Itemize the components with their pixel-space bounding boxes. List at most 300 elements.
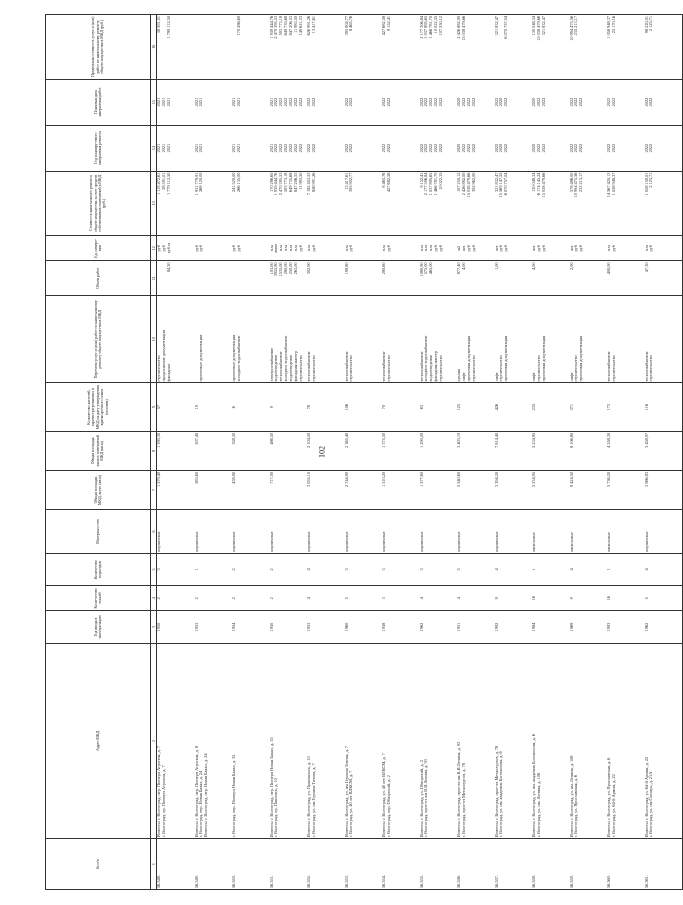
row-planned-year-line: 2022 bbox=[273, 143, 279, 153]
row-volume-line: 1,00 bbox=[493, 262, 499, 270]
row-planned-year-line: 2022 bbox=[460, 143, 466, 153]
row-address-line: Ионессы г. Волгоград, ул. 40 лет ВЛКСМ, д. 7 bbox=[381, 753, 386, 838]
row-planned-year bbox=[495, 125, 533, 171]
row-total-area: 717,00 bbox=[270, 470, 308, 509]
row-residential-area: 8 106,80 bbox=[570, 431, 608, 470]
row-cost-line: 1 119 472,61 bbox=[156, 172, 161, 196]
row-limit-cost-line: 2 426 882,00 bbox=[456, 16, 461, 39]
row-number: 56.554. bbox=[382, 839, 420, 890]
row-works-line: электроснабжение bbox=[268, 347, 274, 382]
row-total-area: 9 424,50 bbox=[570, 470, 608, 509]
row-completion-year-line: 2021 bbox=[160, 97, 166, 107]
row-limit-cost-line: 107 250,12 bbox=[438, 16, 444, 36]
row-limit-cost-line: 395 902,77 bbox=[343, 16, 349, 36]
row-completion-year-line: 2021 bbox=[198, 97, 204, 107]
row-floors: 4 bbox=[307, 586, 345, 611]
row-unit-line: куб.м bbox=[165, 243, 171, 254]
header-floors: Коли-чество этажей bbox=[46, 586, 151, 611]
row-unit-line: руб bbox=[433, 245, 439, 252]
row-cost-line: 847 206,53 bbox=[293, 172, 299, 192]
row-planned-year-line: 2022 bbox=[298, 143, 304, 153]
row-volume-line: 877,40 bbox=[456, 262, 461, 275]
row-works bbox=[270, 295, 308, 383]
row-number: 56.549. bbox=[195, 839, 233, 890]
row-entrances: 4 bbox=[570, 553, 608, 585]
row-completion-year-line: 2022 bbox=[306, 97, 311, 107]
row-cost-line: 11 983,50 bbox=[298, 172, 304, 190]
row-completion-year bbox=[232, 79, 270, 125]
column-number: 2 bbox=[151, 643, 157, 839]
row-limit-cost-line bbox=[472, 16, 477, 78]
row-planned-year-line: 2022 bbox=[310, 143, 316, 153]
row-completion-year-line: 2020 bbox=[498, 97, 504, 107]
row-unit bbox=[270, 236, 308, 261]
row-works-line: лифт bbox=[493, 372, 499, 382]
row-address-line: Ионессы г. Волгоград, пер. Пiонерн Агроном, д. 7 bbox=[156, 745, 161, 838]
row-unit-line: руб bbox=[470, 245, 476, 252]
row-completion-year-line: 2020 bbox=[531, 97, 536, 107]
row-works bbox=[570, 295, 608, 383]
row-planned-year-line: 2022 bbox=[503, 143, 509, 153]
row-walls: кирпичные bbox=[495, 510, 533, 554]
row-volume bbox=[307, 261, 345, 296]
row-unit-line: шт bbox=[493, 245, 499, 251]
column-number: 14 bbox=[151, 125, 157, 171]
row-works-line: лифт bbox=[460, 372, 466, 382]
row-planned-year-line: 2021 bbox=[231, 143, 236, 153]
row-residential-area: 358,30 bbox=[232, 431, 270, 470]
column-number: 11 bbox=[151, 261, 157, 296]
row-works-line: теплоснабжение bbox=[343, 351, 349, 382]
row-planned-year bbox=[157, 125, 195, 171]
table-row bbox=[457, 15, 495, 890]
row-residential-area: 1 390,30 bbox=[157, 431, 195, 470]
row-works bbox=[532, 295, 570, 383]
row-completion-year-line: 2021 bbox=[165, 97, 171, 107]
row-number: 56.561. bbox=[645, 839, 683, 890]
row-limit-cost-line: 98 220,01 bbox=[643, 16, 649, 34]
row-total-area: 1 510,20 bbox=[382, 470, 420, 509]
column-number: 13 bbox=[151, 171, 157, 235]
row-volume-line: 400,00 bbox=[606, 262, 611, 275]
row-volume-line bbox=[542, 262, 547, 294]
row-year: 1953 bbox=[195, 611, 233, 643]
header-num: № п/п bbox=[46, 839, 151, 890]
row-year: 1954 bbox=[232, 611, 270, 643]
row-address-line: Ионессы г. Волгоград, ул. Обнорский, д. 2 bbox=[418, 760, 424, 838]
row-completion-year-line: 2022 bbox=[381, 97, 386, 107]
row-floors: 4 bbox=[420, 586, 458, 611]
row-planned-year-line: 2022 bbox=[470, 143, 476, 153]
row-cost bbox=[232, 171, 270, 235]
column-number: 7 bbox=[151, 470, 157, 509]
row-limit-cost bbox=[420, 15, 458, 80]
row-limit-cost-line: 1 037 895,65 bbox=[423, 16, 429, 39]
row-unit-line: п.м bbox=[268, 245, 274, 252]
row-address bbox=[457, 643, 495, 839]
row-limit-cost-line: 649 735,68 bbox=[283, 16, 289, 36]
row-volume bbox=[345, 261, 383, 296]
row-floors: 9 bbox=[495, 586, 533, 611]
row-limit-cost bbox=[607, 15, 645, 80]
row-unit-line: м2 bbox=[456, 245, 461, 251]
row-year: 1951 bbox=[457, 611, 495, 643]
row-works bbox=[645, 295, 683, 383]
row-planned-year-line: 2022 bbox=[606, 143, 611, 153]
row-limit-cost-line: 2 177 306,84 bbox=[418, 16, 424, 39]
row-works-line: проектная документация bbox=[578, 335, 584, 382]
row-planned-year bbox=[420, 125, 458, 171]
table-row bbox=[495, 15, 533, 890]
row-volume bbox=[420, 261, 458, 296]
row-planned-year-line: 2022 bbox=[568, 143, 574, 153]
row-unit-line: руб bbox=[503, 245, 509, 252]
row-works-line: холодное водоснабжение bbox=[283, 335, 289, 382]
row-limit-cost-line: 11 983,50 bbox=[293, 16, 299, 34]
row-floors: 9 bbox=[570, 586, 608, 611]
row-floors: 16 bbox=[532, 586, 570, 611]
row-walls: кирпичные bbox=[270, 510, 308, 554]
row-address-line: г. Волгоград, ул. Ярославская, д. 6 bbox=[573, 774, 579, 838]
row-volume-line: 575,00 bbox=[423, 262, 429, 275]
row-planned-year-line: 2022 bbox=[293, 143, 299, 153]
row-address-line: г. Волгоград, ул. им. академик Богомолова, д. 6 bbox=[498, 751, 504, 838]
row-volume-line bbox=[349, 262, 354, 294]
row-address-line: г. Волгоград, пер. Обнорский, д. 2 bbox=[385, 775, 391, 838]
row-cost-line: 13 417,61 bbox=[343, 172, 349, 190]
row-planned-year-line: 2021 bbox=[235, 143, 241, 153]
row-completion-year bbox=[345, 79, 383, 125]
row-works-line: проектная документация bbox=[503, 335, 509, 382]
row-walls: кирпичные bbox=[157, 510, 195, 554]
row-residential-area: 1 290,20 bbox=[420, 431, 458, 470]
row-works bbox=[345, 295, 383, 383]
table-row bbox=[195, 15, 233, 890]
row-number: 56.548. bbox=[157, 839, 195, 890]
row-limit-cost bbox=[307, 15, 345, 80]
row-entrances: 4 bbox=[307, 553, 345, 585]
row-address-line: Ионессы г. Волгоград, пер. Новая Бахал, д. 24 bbox=[203, 753, 209, 838]
row-residential-area: 2 104,50 bbox=[307, 431, 345, 470]
row-limit-cost bbox=[195, 15, 233, 80]
row-completion-year bbox=[570, 79, 608, 125]
row-address-line: Ионессы г. Волгоград, прос-кт им В.И.Ленина, д. 93 bbox=[456, 741, 461, 838]
row-persons: 173 bbox=[607, 383, 645, 431]
row-unit-line: руб bbox=[385, 245, 391, 252]
row-completion-year bbox=[420, 79, 458, 125]
row-completion-year-line: 2022 bbox=[428, 97, 434, 107]
row-total-area: 3 394,20 bbox=[495, 470, 533, 509]
row-number: 56.550. bbox=[232, 839, 270, 890]
row-unit-line: п.м bbox=[288, 245, 294, 252]
row-unit-line: п.м bbox=[306, 245, 311, 252]
row-unit-line: руб bbox=[298, 245, 304, 252]
row-unit bbox=[495, 236, 533, 261]
row-unit-line: п.м bbox=[381, 245, 386, 252]
table-row bbox=[532, 15, 570, 890]
row-volume-line bbox=[649, 262, 654, 294]
row-cost-line: 7 182 453,53 bbox=[306, 172, 311, 196]
row-limit-cost bbox=[232, 15, 270, 80]
row-address bbox=[607, 643, 645, 839]
row-unit-line: шт bbox=[531, 245, 536, 251]
row-total-area: 438,80 bbox=[232, 470, 270, 509]
row-unit bbox=[532, 236, 570, 261]
row-cost-line: 10 022,35 bbox=[438, 172, 444, 190]
row-cost-line: 107 250,12 bbox=[456, 172, 461, 192]
row-volume bbox=[195, 261, 233, 296]
row-volume-line: 263,00 bbox=[293, 262, 299, 275]
row-cost-line: 1 058 948,37 bbox=[610, 172, 616, 196]
row-unit-line: руб bbox=[578, 245, 584, 252]
row-planned-year bbox=[307, 125, 345, 171]
row-number: 56.553. bbox=[345, 839, 383, 890]
row-floors: 2 bbox=[195, 586, 233, 611]
row-works-line: теплоснабжение bbox=[643, 351, 649, 382]
row-planned-year-line: 2022 bbox=[578, 143, 584, 153]
header-unit: Ед. измере-ния bbox=[46, 236, 151, 261]
row-limit-cost bbox=[345, 15, 383, 80]
column-number: 8 bbox=[151, 431, 157, 470]
row-limit-cost-line: 22 170,16 bbox=[610, 16, 616, 34]
row-volume-line: 103,00 bbox=[268, 262, 274, 275]
row-planned-year-line: 2021 bbox=[198, 143, 204, 153]
row-completion-year-line: 2022 bbox=[648, 97, 654, 107]
row-limit-cost-line: 626 991,26 bbox=[306, 16, 311, 36]
row-volume-line: 3955,80 bbox=[273, 262, 279, 277]
row-limit-cost-line: 9 152,41 bbox=[385, 16, 391, 32]
table-row bbox=[307, 15, 345, 890]
table-row bbox=[645, 15, 683, 890]
row-unit-line: руб bbox=[198, 245, 204, 252]
row-cost-line: 395 902,77 bbox=[348, 172, 354, 192]
row-entrances: 3 bbox=[345, 553, 383, 585]
row-cost-line: 2 125,71 bbox=[648, 172, 654, 188]
row-limit-cost-line: 10 022,35 bbox=[433, 16, 439, 34]
row-limit-cost-line: 6 070 757,04 bbox=[503, 16, 509, 39]
row-completion-year bbox=[457, 79, 495, 125]
row-cost-line: 1 037 895,65 bbox=[428, 172, 434, 196]
row-address-line: г. Волгоград, ул. им. Ленина, д. 108 bbox=[535, 772, 541, 838]
row-address bbox=[157, 643, 195, 839]
row-address-line: Ионессы г. Волгоград, ул. Ярославская, д. 6 bbox=[606, 757, 611, 838]
row-works-line: холодное водоснабжение bbox=[235, 335, 241, 382]
row-volume-line: 250,00 bbox=[288, 262, 294, 275]
row-walls: панельные bbox=[570, 510, 608, 554]
row-year: 1958 bbox=[382, 611, 420, 643]
row-planned-year bbox=[232, 125, 270, 171]
row-persons: 70 bbox=[382, 383, 420, 431]
column-number: 5 bbox=[151, 553, 157, 585]
row-volume bbox=[457, 261, 495, 296]
row-number: 56.551. bbox=[270, 839, 308, 890]
row-completion-year-line: 2022 bbox=[438, 97, 444, 107]
row-works-line: проектная документация bbox=[540, 335, 546, 382]
row-works-line: холодное водоснабжение bbox=[423, 335, 429, 382]
row-address-line: Ионессы г. Волгоград, прос-кт Металлургов, д. 78 bbox=[493, 745, 499, 838]
row-completion-year-line: 2022 bbox=[433, 97, 439, 107]
row-unit bbox=[307, 236, 345, 261]
row-volume-line bbox=[612, 262, 617, 294]
row-walls: панельные bbox=[607, 510, 645, 554]
row-walls: кирпичные bbox=[457, 510, 495, 554]
row-works bbox=[382, 295, 420, 383]
row-unit-line: п.м bbox=[418, 245, 424, 252]
row-cost-line: 2 426 882,00 bbox=[460, 172, 466, 196]
row-completion-year-line: 2022 bbox=[288, 97, 294, 107]
row-completion-year-line: 2022 bbox=[293, 97, 299, 107]
row-works-line: строительство bbox=[498, 355, 504, 382]
column-number: 1 bbox=[151, 839, 157, 890]
row-unit-line: п.м bbox=[343, 245, 349, 252]
row-walls: кирпичные bbox=[345, 510, 383, 554]
row-persons: 6 bbox=[232, 383, 270, 431]
header-residential-area: Общая площадь жилых помещений МКД (кв.м) bbox=[46, 431, 151, 470]
row-works-line: фасадная мастер bbox=[293, 351, 299, 382]
row-unit-line: руб bbox=[348, 245, 354, 252]
row-planned-year-line: 2022 bbox=[438, 143, 444, 153]
row-address-line: г. Волгоград, пр. Пiонерн Агроном, д. 7 bbox=[160, 765, 166, 838]
row-entrances: 4 bbox=[645, 553, 683, 585]
row-cost bbox=[532, 171, 570, 235]
row-planned-year-line: 2022 bbox=[648, 143, 654, 153]
row-completion-year-line: 2022 bbox=[535, 97, 541, 107]
header-limit-cost: Предельная стоимость услуг и (или) работ по капитальному ремонту общего имущества в МКД (руб.) bbox=[46, 15, 151, 80]
column-number: 10 bbox=[151, 295, 157, 383]
row-planned-year-line: 2022 bbox=[381, 143, 386, 153]
row-volume-line: 302,90 bbox=[306, 262, 311, 275]
row-works-line: крыша bbox=[456, 369, 461, 382]
row-completion-year-line: 2022 bbox=[540, 97, 546, 107]
row-number: 56.560. bbox=[607, 839, 645, 890]
row-total-area: 5 234,95 bbox=[532, 470, 570, 509]
row-limit-cost-line bbox=[199, 16, 204, 78]
row-residential-area: 486,50 bbox=[270, 431, 308, 470]
row-walls: кирпичные bbox=[382, 510, 420, 554]
row-address-line: Ионессы г. Волгоград, ул. им. академик Богомолова, д. 6 bbox=[531, 734, 536, 838]
row-address-line: г. Волгоград, прос-кт им В.И.Ленина, д. 93 bbox=[423, 759, 429, 838]
row-unit-line: п.м bbox=[283, 245, 289, 252]
row-address-line: г. Волгоград, пер. Новая Бахал, д. 24 bbox=[198, 770, 204, 838]
row-number: 56.556. bbox=[457, 839, 495, 890]
row-planned-year-line: 2022 bbox=[643, 143, 649, 153]
row-volume-line: 280,00 bbox=[283, 262, 289, 275]
row-works-line: теплоснабжение bbox=[381, 351, 386, 382]
table-row bbox=[607, 15, 645, 890]
row-limit-cost-line: 1 058 948,37 bbox=[606, 16, 611, 39]
row-residential-area: 5 234,95 bbox=[532, 431, 570, 470]
row-volume-line: 2,00 bbox=[568, 262, 574, 270]
row-cost-line: 2 177 306,84 bbox=[423, 172, 429, 196]
row-walls: кирпичные bbox=[645, 510, 683, 554]
row-walls: кирпичные bbox=[232, 510, 270, 554]
row-unit-line: руб bbox=[160, 245, 166, 252]
row-works-line: строительство bbox=[573, 355, 579, 382]
row-planned-year-line: 2022 bbox=[283, 143, 289, 153]
row-unit-line: руб bbox=[231, 245, 236, 252]
row-volume bbox=[532, 261, 570, 296]
row-planned-year-line: 2022 bbox=[493, 143, 499, 153]
row-planned-year-line: 2021 bbox=[156, 143, 161, 153]
row-limit-cost bbox=[457, 15, 495, 80]
row-year: 1992 bbox=[495, 611, 533, 643]
row-total-area: 583,60 bbox=[195, 470, 233, 509]
row-planned-year-line: 2021 bbox=[165, 143, 171, 153]
row-completion-year-line: 2022 bbox=[643, 97, 649, 107]
row-limit-cost-line: 15 038 479,66 bbox=[535, 16, 541, 41]
row-volume-line bbox=[439, 262, 444, 294]
row-planned-year-line: 2022 bbox=[288, 143, 294, 153]
row-planned-year bbox=[607, 125, 645, 171]
row-cost-line: 1 931 779,91 bbox=[193, 172, 199, 196]
row-unit-line: руб bbox=[438, 245, 444, 252]
row-cost bbox=[382, 171, 420, 235]
row-planned-year-line: 2022 bbox=[465, 143, 471, 153]
row-limit-cost-line: 2 470 395,53 bbox=[273, 16, 279, 39]
row-works bbox=[457, 295, 495, 383]
row-volume-line: 198,80 bbox=[343, 262, 349, 275]
row-works-line: фасадная мастер bbox=[433, 351, 439, 382]
row-completion-year-line: 2020 bbox=[456, 97, 461, 107]
row-residential-area: 7 814,40 bbox=[495, 431, 533, 470]
row-completion-year-line: 2022 bbox=[606, 97, 611, 107]
row-volume bbox=[607, 261, 645, 296]
row-limit-cost-line: 593 773,18 bbox=[278, 16, 284, 36]
table-header-row bbox=[46, 15, 151, 890]
row-limit-cost-line: 321 832,47 bbox=[493, 16, 499, 36]
row-address bbox=[345, 643, 383, 839]
row-cost-line: 321 832,47 bbox=[493, 172, 499, 192]
document-page bbox=[45, 14, 654, 890]
row-works-line: водоотведение bbox=[273, 354, 279, 382]
row-completion-year-line: 2022 bbox=[573, 97, 579, 107]
capital-repair-table bbox=[45, 14, 683, 890]
row-floors: 2 bbox=[157, 586, 195, 611]
row-address-line: Ионессы г. Волгоград, ул. 64-й Армии, д. 22 bbox=[643, 756, 649, 838]
column-number: 3 bbox=[151, 611, 157, 643]
row-limit-cost-line: 38 591,01 bbox=[156, 16, 161, 34]
rotated-table-container bbox=[45, 14, 654, 890]
row-total-area: 1 577,60 bbox=[420, 470, 458, 509]
row-volume-line bbox=[299, 262, 304, 294]
row-address-line: Ионессы г. Волгоград, пер. Пiонерн Новая Бахал, д. 35 bbox=[268, 737, 274, 838]
row-completion-year bbox=[495, 79, 533, 125]
row-completion-year bbox=[195, 79, 233, 125]
row-works bbox=[195, 295, 233, 383]
row-completion-year-line: 2022 bbox=[273, 97, 279, 107]
row-limit-cost bbox=[382, 15, 420, 80]
row-planned-year-line: 2021 bbox=[160, 143, 166, 153]
row-address bbox=[270, 643, 308, 839]
row-planned-year-line: 2022 bbox=[610, 143, 616, 153]
header-walls: Материал стен bbox=[46, 510, 151, 554]
row-completion-year-line: 2022 bbox=[423, 97, 429, 107]
row-completion-year bbox=[157, 79, 195, 125]
row-completion-year-line: 2022 bbox=[503, 97, 509, 107]
header-works: Перечень услуг и (или) работ по капитальному ремонту общего имущества в МКД bbox=[46, 295, 151, 383]
row-floors: 2 bbox=[232, 586, 270, 611]
row-entrances: 1 bbox=[532, 553, 570, 585]
row-works bbox=[420, 295, 458, 383]
row-residential-area: 3 458,97 bbox=[645, 431, 683, 470]
row-completion-year bbox=[382, 79, 420, 125]
row-floors: 5 bbox=[345, 586, 383, 611]
row-completion-year-line: 2021 bbox=[156, 97, 161, 107]
row-planned-year bbox=[457, 125, 495, 171]
row-planned-year bbox=[532, 125, 570, 171]
row-unit-line: руб bbox=[156, 245, 161, 252]
row-works-line: строительство bbox=[438, 355, 444, 382]
